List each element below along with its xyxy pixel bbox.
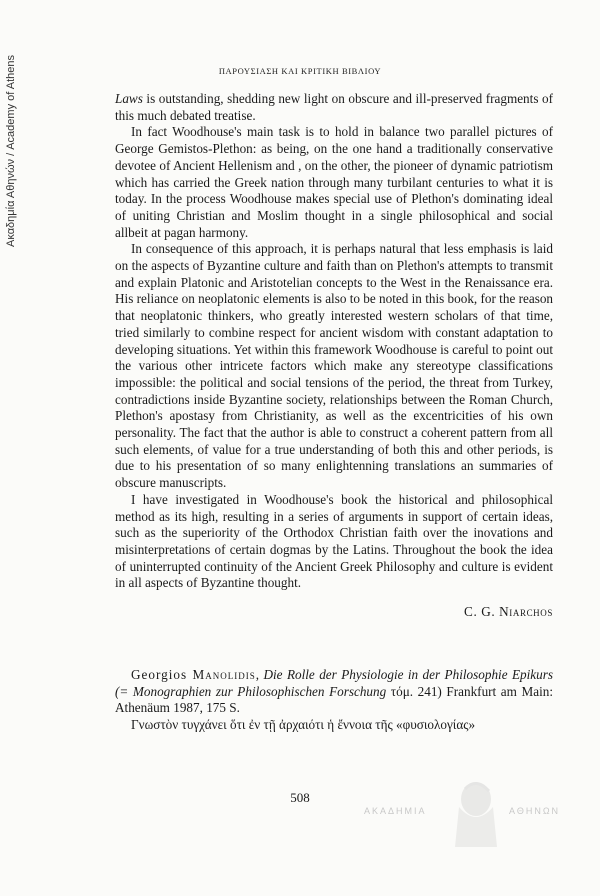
- seal-text-left: ΑΚΑΔΗΜΙΑ: [364, 806, 427, 816]
- paragraph-4: I have investigated in Woodhouse's book the historical and philosophical method as its high, resulting in a series of arguments in support of certain ideas, such as the superiority of the Orthodox Christian faith over the inovations and misinterpretations of certain dogmas by the Latins. Throughout the book the idea of uninterrupted continuity of the Ancient Greek Philosophy and culture is evident in all aspects of Byzantine thought.: [115, 491, 553, 591]
- review-citation: [115, 667, 553, 717]
- seal-text-right: ΑΘΗΝΩΝ: [509, 806, 561, 816]
- author-signature: [115, 604, 553, 621]
- review-series: Monographien zur Philosophischen Forschung: [132, 683, 387, 699]
- academy-seal-watermark: [445, 777, 507, 849]
- signature-surname: Niarchos: [499, 604, 553, 620]
- next-review: [115, 667, 553, 734]
- paragraph-3: In consequence of this approach, it is perhaps natural that less emphasis is laid on the aspects of Byzantine culture and faith than on Plethon's attempts to transmit and explain Platonic and Aristotelian concepts to the West in the Renaissance era. His reliance on neoplatonic elements is also to be noted in this book, for the reason that neoplatonic thinkers, who greatly interested western scholars of that time, tried similarly to combine respect for ancient wisdom with constant adaptation to developing situations. Yet within this framework Woodhouse is careful to point out the various other intricete factors which make any stereotype classifications impossible: the political and social tensions of the period, the threat from Turkey, contradictions inside Byzantine society, relationships between the Roman Church, Plethon's apostasy from Christianity, as well as the excentricities of his own personality. The fact that the author is able to construct a coherent pattern from all such elements, of value for a true understanding of both this and other periods, is due to his presentation of so many enlightenning translations an summaries of obscure manuscripts.: [115, 241, 554, 491]
- review-series-open: (=: [115, 683, 133, 699]
- review-book-title: Die Rolle der Physiologie in der Philosophie Epikurs: [263, 666, 553, 682]
- laws-title: Laws: [115, 91, 143, 106]
- page-number: 508: [290, 790, 310, 805]
- review-author-first: Georgios: [131, 666, 193, 682]
- signature-initials: C. G.: [464, 604, 500, 620]
- review-publication: τόμ. 241) Frankfurt am Main: Athenäum 1987, 175 S.: [115, 683, 554, 716]
- paragraph-2: In fact Woodhouse's main task is to hold in balance two parallel pictures of George Gemistos-Plethon: as being, on the one hand a traditionally conservative devotee of Ancient Hellenism and , on the other, the pioneer of dynamic patriotism which has carried the Greek nation through many turbilant centuries to what it is today. In the process Woodhouse makes special use of Plethon's dominating ideal of uniting Christian and Moslim thought in a single philosophical and social allbeit at pagan harmony.: [115, 124, 553, 240]
- review-author-last: Manolidis: [192, 666, 256, 682]
- paragraph-1-text: is outstanding, shedding new light on obscure and ill-preserved fragments of this much debated treatise.: [115, 91, 553, 123]
- article-body: [115, 91, 553, 734]
- running-head: ΠΑΡΟΥΣΙΑΣΗ ΚΑΙ ΚΡΙΤΙΚΗ ΒΙΒΛΙΟΥ: [218, 66, 382, 76]
- review-greek-opening: Γνωστὸν τυγχάνει ὅτι ἐν τῇ ἀρχαιότι ἡ ἔννοια τῆς «φυσιολογίας»: [131, 716, 476, 732]
- review-sep: ,: [255, 666, 264, 682]
- side-watermark-text: Ακαδημία Αθηνών / Academy of Athens: [5, 54, 17, 248]
- paragraph-1: [115, 91, 553, 124]
